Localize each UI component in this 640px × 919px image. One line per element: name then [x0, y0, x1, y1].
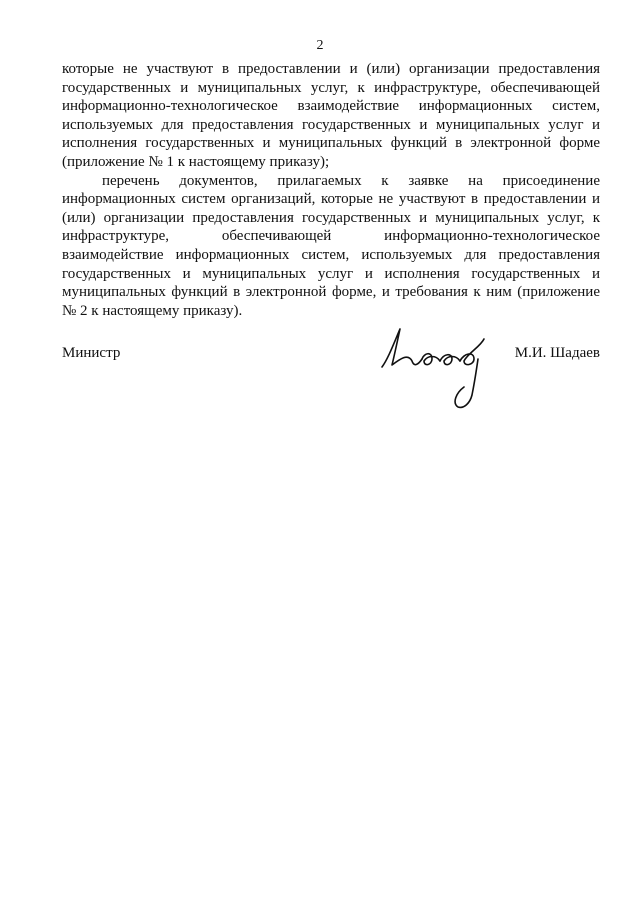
paragraph: которые не участвуют в предоставлении и (или) организации предоставления государственных и муниципальных услуг, к инфраструктуре, обеспечивающей информационно-технологическое взаимодействие информационных систем, используемых для предоставления государственных и муниципальных услуг и исполнения государственных и муниципальных функций в электронной форме (приложение № 1 к настоящему приказу);: [62, 61, 600, 170]
signer-position: Министр: [62, 345, 121, 361]
handwritten-signature: [378, 323, 494, 413]
paragraph: перечень документов, прилагаемых к заявке на присоединение информационных систем организаций, которые не участвуют в предоставлении и (или) организации предоставления государственных и муниципальных услуг, к инфраструктуре, обеспечивающей информационно-технологическое взаимодействие информационных систем, используемых для предоставления государственных и муниципальных услуг и исполнения государственных и муниципальных функций в электронной форме, и требования к ним (приложение № 2 к настоящему приказу).: [62, 172, 600, 319]
signature-block: [62, 345, 600, 365]
signature-stroke: [422, 354, 440, 365]
signature-stroke: [460, 339, 484, 365]
page-number: 2: [316, 38, 324, 53]
signer-name: М.И. Шадаев: [514, 345, 600, 361]
signature-stroke: [382, 329, 422, 367]
signature-stroke: [455, 359, 478, 407]
document-body: [62, 60, 600, 320]
signature-stroke: [440, 355, 460, 365]
